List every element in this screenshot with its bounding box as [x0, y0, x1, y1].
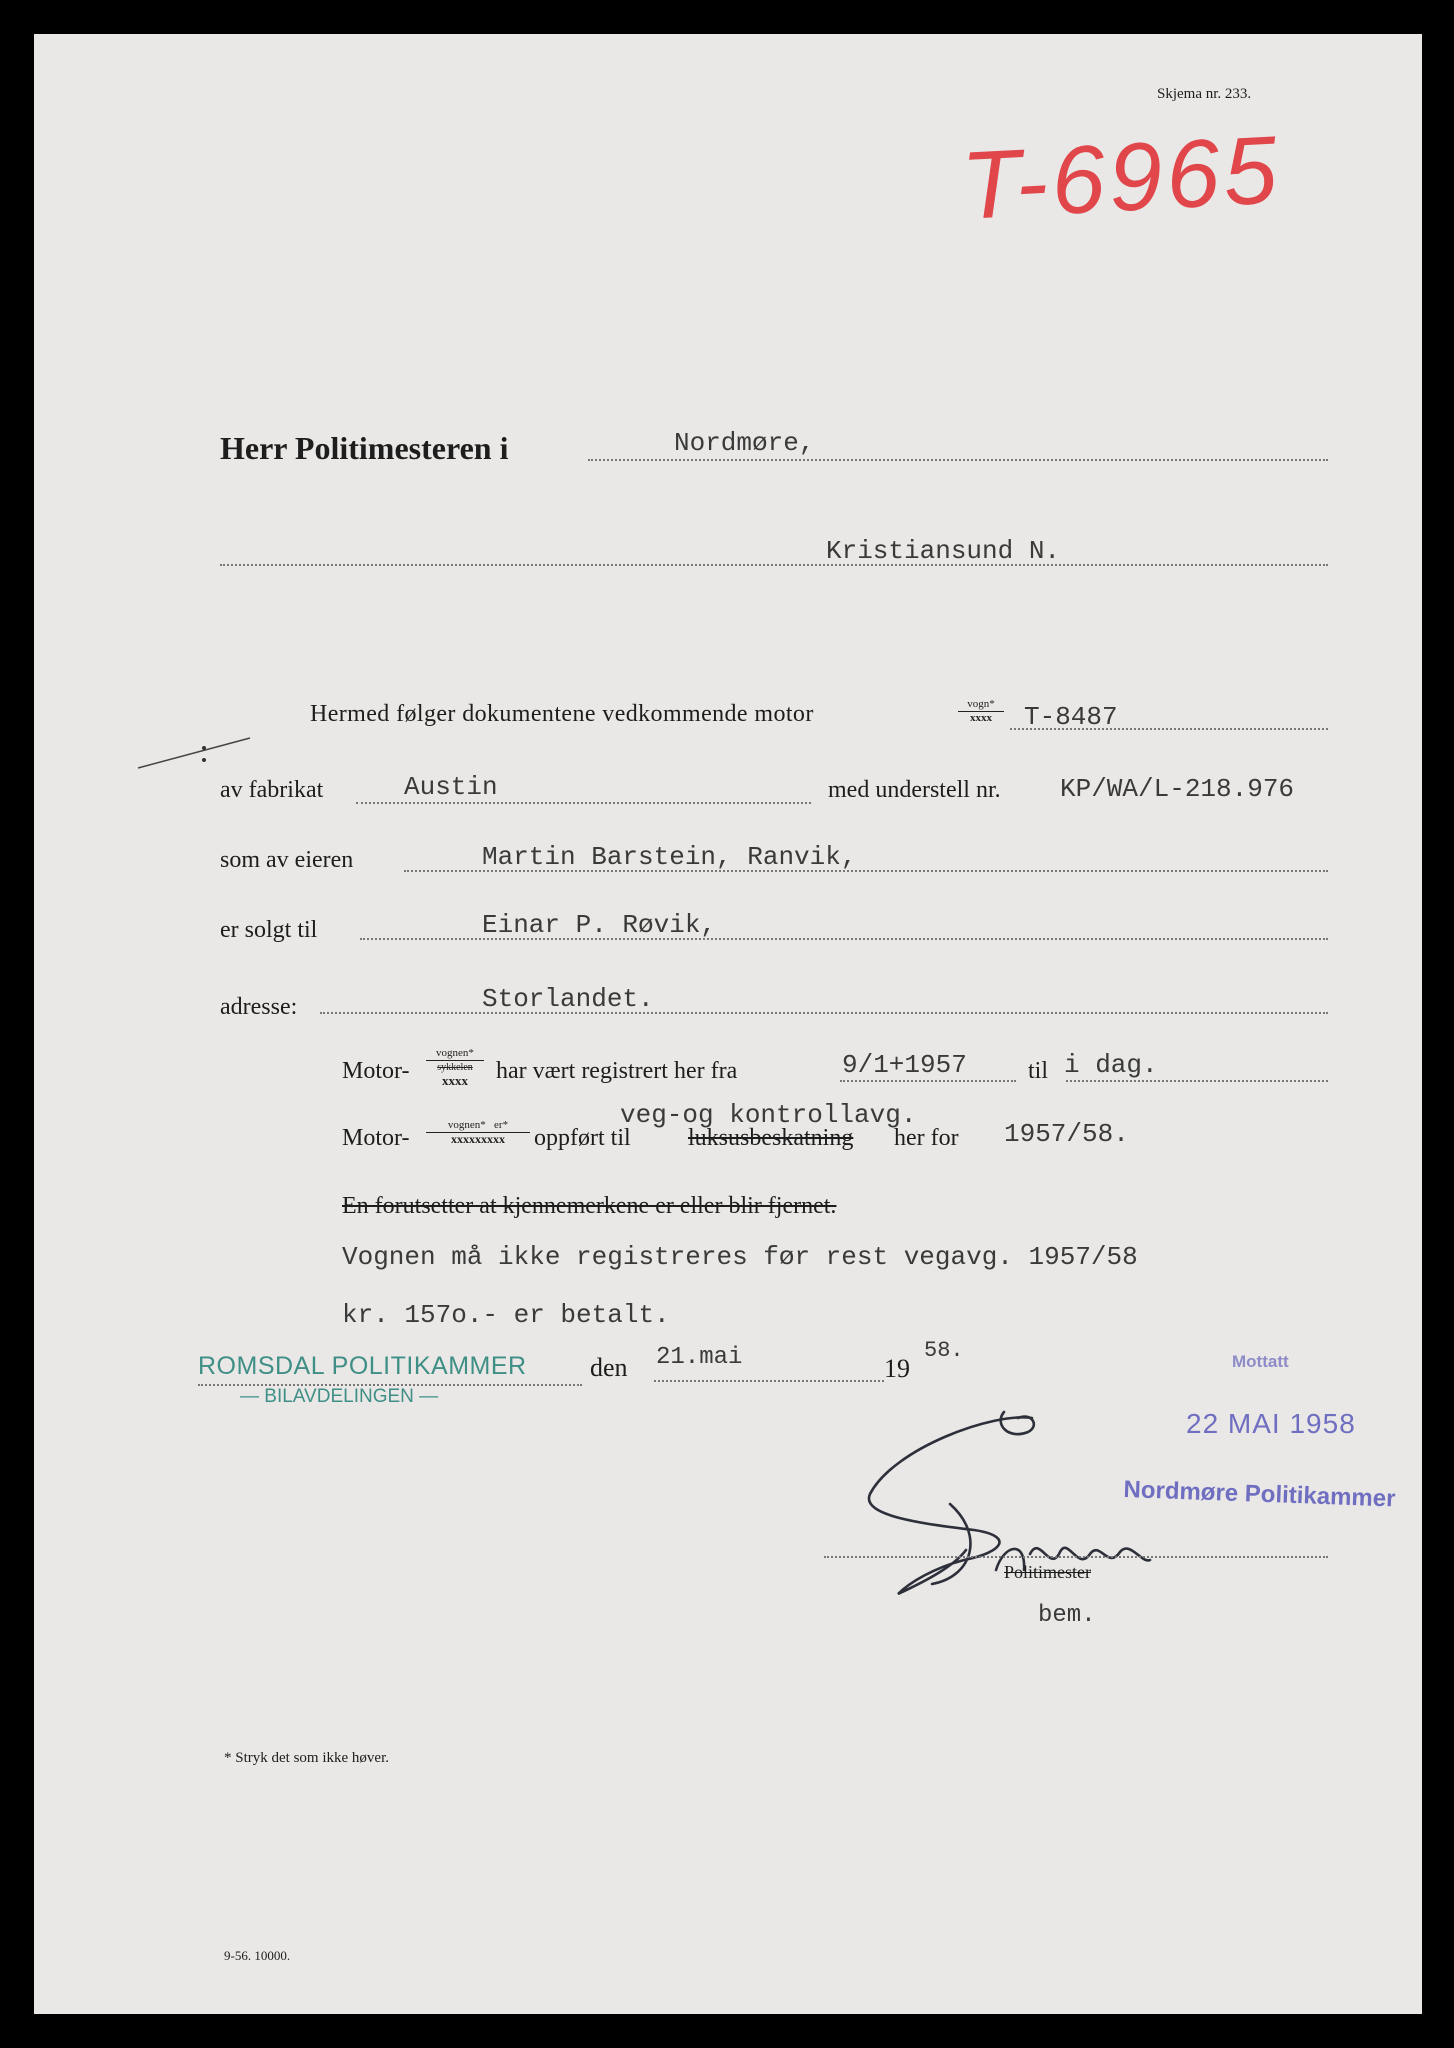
tax-struck: luksusbeskatning — [688, 1125, 854, 1151]
print-info: 9-56. 10000. — [224, 1948, 291, 1963]
registration-to-date: i dag. — [1064, 1050, 1158, 1080]
address-value: Storlandet. — [482, 984, 654, 1014]
registration-to-label: til — [1028, 1058, 1049, 1084]
registration-text: har vært registrert her fra — [496, 1058, 738, 1084]
address-label: adresse: — [220, 994, 298, 1020]
intro-fraction-bottom: xxxx — [958, 711, 1004, 725]
form-number: Skjema nr. 233. — [1157, 86, 1252, 102]
make-label: av fabrikat — [220, 777, 324, 803]
registration-fraction-mid: sykkelen — [426, 1060, 484, 1074]
document-page — [34, 34, 1422, 2014]
tax-inserted: veg-og kontrollavg. — [620, 1100, 917, 1130]
year-prefix: 19 — [884, 1354, 910, 1383]
addressee-line — [588, 459, 1328, 461]
date-den: den — [590, 1353, 628, 1382]
registration-fraction-top: vognen* — [436, 1047, 474, 1059]
margin-mark — [134, 732, 254, 772]
tax-suffix: her for — [894, 1125, 959, 1151]
registration-fraction-bottom: xxxx — [442, 1073, 468, 1088]
addressee-label: Herr Politimesteren i — [220, 430, 509, 466]
to-date-line — [1066, 1080, 1328, 1082]
footnote: * Stryk det som ikke høver. — [224, 1750, 389, 1766]
note-line-1: Vognen må ikke registreres før rest vegavg. 1957/58 — [342, 1242, 1138, 1272]
note-line-2: kr. 157o.- er betalt. — [342, 1300, 670, 1330]
make-line — [356, 802, 811, 804]
chassis-label: med understell nr. — [828, 777, 1001, 803]
owner-value: Martin Barstein, Ranvik, — [482, 842, 857, 872]
struck-condition: En forutsetter at kjennemerkene er eller blir fjernet. — [342, 1193, 837, 1219]
buyer-label: er solgt til — [220, 917, 318, 943]
tax-prefix: Motor- — [342, 1125, 410, 1151]
registration-fraction — [426, 1047, 484, 1087]
year-suffix: 58. — [924, 1338, 964, 1363]
intro-fraction-top: vogn* — [967, 698, 995, 710]
received-stamp-label: Mottatt — [1232, 1352, 1289, 1371]
buyer-value: Einar P. Røvik, — [482, 910, 717, 940]
tax-text: oppført til — [534, 1125, 631, 1151]
from-date-line — [840, 1080, 1016, 1082]
intro-fraction — [958, 698, 1004, 725]
romsdal-stamp-office: ROMSDAL POLITIKAMMER — [198, 1352, 527, 1380]
registration-from-date: 9/1+1957 — [842, 1050, 967, 1080]
addressee-city: Kristiansund N. — [826, 536, 1061, 566]
received-stamp-date: 22 MAI 1958 — [1186, 1408, 1356, 1439]
intro-text: Hermed følger dokumentene vedkommende motor — [310, 701, 814, 727]
tax-fraction — [426, 1119, 530, 1146]
date-line — [654, 1380, 884, 1382]
city-line — [220, 564, 1328, 566]
tax-fraction-bottom: xxxxxxxxx — [426, 1132, 530, 1146]
romsdal-stamp-dept: — BILAVDELINGEN — — [240, 1386, 439, 1407]
make-value: Austin — [404, 772, 498, 802]
signature-abbreviation: bem. — [1038, 1602, 1096, 1629]
date-value: 21.mai — [656, 1344, 743, 1371]
signature-title: Politimester — [1004, 1562, 1091, 1582]
tax-fraction-top: vognen* er* — [447, 1119, 509, 1131]
owner-label: som av eieren — [220, 847, 354, 873]
addressee-district: Nordmøre, — [674, 428, 815, 458]
address-line — [320, 1012, 1328, 1014]
registration-number: T-8487 — [1024, 702, 1118, 732]
chassis-value: KP/WA/L-218.976 — [1060, 774, 1295, 804]
signature-line — [824, 1556, 1328, 1558]
tax-period: 1957/58. — [1004, 1119, 1129, 1149]
registration-prefix: Motor- — [342, 1058, 410, 1084]
received-stamp-office: Nordmøre Politikammer — [1123, 1476, 1396, 1513]
signature-place-line — [198, 1384, 582, 1386]
file-number-handwritten: T-6965 — [959, 116, 1284, 240]
